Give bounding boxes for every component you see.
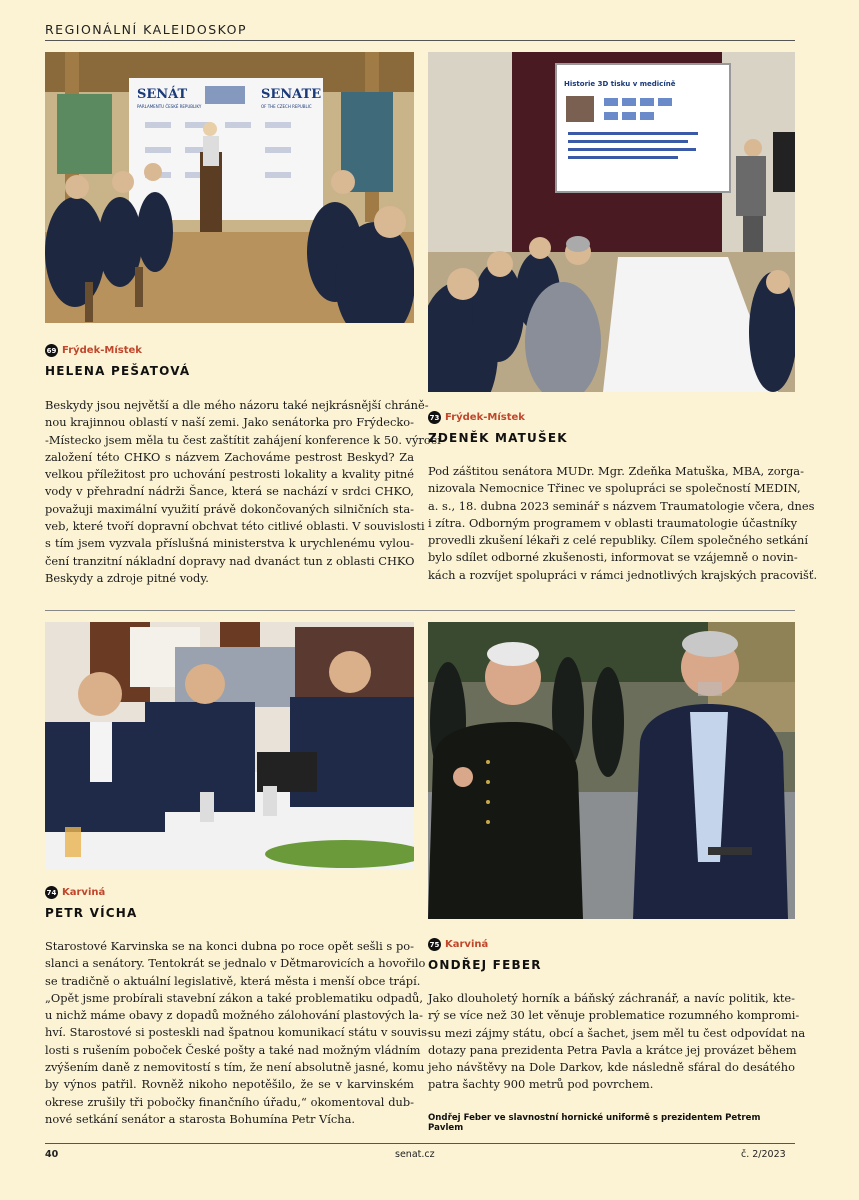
text-line: se tradičně o aktuální legislativě, která města i menší obce trápí. <box>45 973 421 988</box>
page-number: 40 <box>45 1149 59 1160</box>
senator-name: ZDENĚK MATUŠEK <box>428 431 568 445</box>
text-line: by výnos patřil. Rovněž nikoho nepotěšilo, že se v karvinském <box>45 1077 414 1092</box>
article-body-74 <box>45 938 431 1128</box>
text-line: -Místecko jsem měla tu čest zaštítit zahájení konference k 50. výročí <box>45 432 441 447</box>
senator-name: PETR VÍCHA <box>45 906 138 920</box>
region-label: Karviná <box>62 887 106 898</box>
text-line: Starostové Karvinska se na konci dubna po roce opět sešli s po- <box>45 939 414 953</box>
slide-title: Historie 3D tisku v medicíně <box>564 80 676 88</box>
text-line: a. s., 18. dubna 2023 seminář s názvem Traumatologie včera, dnes <box>428 498 815 513</box>
text-line: nou krajinnou oblastí v naší zemi. Jako senátorka pro Frýdecko- <box>45 415 414 430</box>
senator-name: ONDŘEJ FEBER <box>428 958 542 972</box>
text-line: losti s rušením poboček České pošty a také nad možným vládním <box>45 1042 421 1057</box>
text-line: čení tranzitní nákladní dopravy nad dvanáct tun z oblasti CHKO <box>45 553 415 568</box>
text-line: hví. Starostové si posteskli nad špatnou komunikací státu v souvis- <box>45 1025 431 1040</box>
text-line: Beskydy jsou největší a dle mého názoru také nejkrásnější chráně- <box>45 398 429 412</box>
text-line: velkou příležitost pro uchování pestrosti lokality a kvality pitné <box>45 467 414 482</box>
article-region-69 <box>45 344 142 357</box>
text-line: kách a rozvíjet spolupráci v rámci jednotlivých krajských pracovišť. <box>428 567 818 582</box>
senator-name: HELENA PEŠATOVÁ <box>45 364 191 378</box>
text-line: dotazy pana prezidenta Petra Pavla a krátce jej provázet během <box>428 1042 797 1057</box>
text-line: nové setkání senátor a starosta Bohumína Petr Vícha. <box>45 1111 356 1126</box>
article-text <box>45 938 431 1128</box>
photo-caption: Ondřej Feber ve slavnostní hornické uniformě s prezidentem Petrem Pavlem <box>428 1113 761 1133</box>
footer-rule <box>45 1143 795 1144</box>
article-region-73 <box>428 411 525 424</box>
site-link[interactable]: senat.cz <box>395 1149 435 1160</box>
photo-trauma-seminar <box>428 52 795 392</box>
text-line: založení této CHKO s názvem Zachováme pestrost Beskyd? Za <box>45 449 414 464</box>
photo-mayors-meeting <box>45 622 414 870</box>
text-line: Beskydy a zdroje pitné vody. <box>45 570 209 585</box>
text-line: jeho návštěvy na Dole Darkov, kde následně sfáral do desátého <box>428 1060 795 1075</box>
header-rule <box>45 40 795 41</box>
issue-number: č. 2/2023 <box>741 1149 786 1160</box>
text-line: nizovala Nemocnice Třinec ve spolupráci se společností MEDIN, <box>428 481 801 496</box>
region-label: Frýdek-Místek <box>62 345 142 356</box>
article-number-badge: 69 <box>45 344 58 357</box>
text-line: rý se více než 30 let věnuje problematice rozumného kompromi- <box>428 1008 800 1023</box>
article-body-73 <box>428 463 818 584</box>
article-text <box>428 990 806 1094</box>
banner-left-subtext: PARLAMENTU ČESKÉ REPUBLIKY <box>137 104 202 109</box>
text-line: považuji maximální využití právě dokončovaných silničních sta- <box>45 501 414 516</box>
article-number-badge: 73 <box>428 411 441 424</box>
region-label: Karviná <box>445 939 489 950</box>
text-line: zvýšením daně z nemovitostí s tím, že není absolutně jasné, komu <box>45 1060 425 1075</box>
article-text <box>428 463 818 584</box>
banner-right-subtext: OF THE CZECH REPUBLIC <box>261 104 312 109</box>
text-line: Pod záštitou senátora MUDr. Mgr. Zdeňka Matuška, MBA, zorga- <box>428 464 804 478</box>
text-line: „Opět jsme probírali stavební zákon a také problematiku odpadů, <box>45 990 423 1005</box>
section-divider <box>45 610 795 611</box>
text-line: okrese zrušily tři pobočky finančního úřadu,“ okomentoval dub- <box>45 1094 414 1109</box>
text-line: bylo sdílet odborné zkušenosti, informovat se vzájemně o novin- <box>428 550 798 565</box>
article-body-75 <box>428 990 806 1094</box>
section-header: REGIONÁLNÍ KALEIDOSKOP <box>45 22 248 37</box>
photo-miner-president <box>428 622 795 919</box>
text-line: u nichž máme obavy z dopadů možného zálohování plastových la- <box>45 1008 423 1023</box>
text-line: provedli zkušení lékaři z celé republiky. Cílem společného setkání <box>428 533 809 548</box>
banner-left-text: SENÁT <box>137 87 188 102</box>
article-number-badge: 74 <box>45 886 58 899</box>
text-line: slanci a senátory. Tentokrát se jednalo v Dětmarovicích a hovořilo <box>45 956 426 971</box>
article-number-badge: 75 <box>428 938 441 951</box>
text-line: s tím jsem vyzvala příslušná ministerstva k urychlenému vylou- <box>45 536 414 551</box>
banner-right-text: SENATE <box>261 87 322 102</box>
text-line: su mezi zájmy státu, obcí a šachet, jsem měl tu čest odpovídat na <box>428 1025 806 1040</box>
region-label: Frýdek-Místek <box>445 412 525 423</box>
text-line: i zítra. Odborným programem v oblasti traumatologie účastníky <box>428 515 798 530</box>
text-line: Jako dlouholetý horník a báňský záchranář, a navíc politik, kte- <box>428 991 795 1005</box>
article-region-74 <box>45 886 105 899</box>
text-line: vody v přehradní nádrži Šance, která se nachází v srdci CHKO, <box>45 484 414 499</box>
article-region-75 <box>428 938 488 951</box>
text-line: patra šachty 900 metrů pod povrchem. <box>428 1077 654 1092</box>
text-line: veb, které tvoří dopravní obchvat této citlivé oblasti. V souvislosti <box>45 519 425 534</box>
photo-senate-conference <box>45 52 414 323</box>
